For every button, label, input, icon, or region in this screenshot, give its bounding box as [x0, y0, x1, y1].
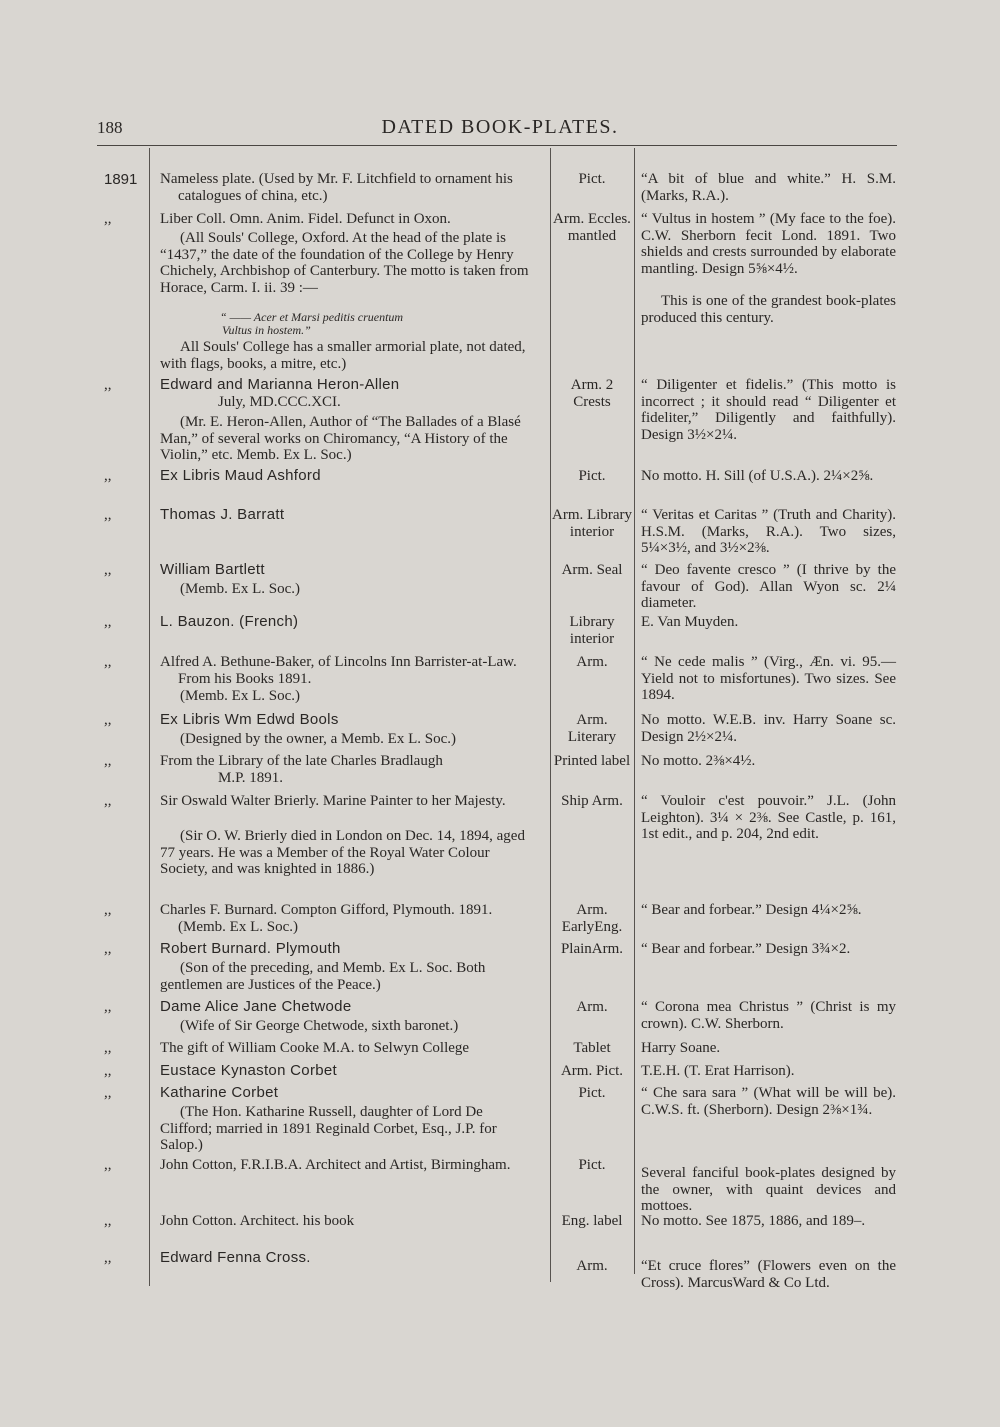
entry-description: T.E.H. (T. Erat Harrison).: [641, 1063, 795, 1079]
entry-description: “ Diligenter et fidelis.” (This motto is incorrect ; it should read “ Diligenter et fideliter,” Diligently and faithfully). Design 3½×2¼.: [641, 377, 896, 443]
entry-ditto: ,,: [104, 1250, 112, 1266]
entry-type: Ship Arm.: [561, 793, 623, 809]
entry-note: (Sir O. W. Brierly died in London on Dec. 14, 1894, aged 77 years. He was a Member of the Royal Water Colour Society, and was knighted in 1886.): [160, 828, 525, 877]
entry-type: Arm. Eccles. mantled: [553, 211, 631, 244]
entry-ditto: ,,: [104, 211, 112, 227]
entry-type: Arm.: [576, 1258, 608, 1274]
entry-ditto: ,,: [104, 562, 112, 578]
entry-name: Ex Libris Wm Edwd Bools: [160, 711, 339, 728]
entry-description: “ Bear and forbear.” Design 4¼×2⅝.: [641, 902, 862, 918]
entry-type: Arm. Library interior: [552, 507, 632, 540]
entry-note: (Designed by the owner, a Memb. Ex L. Soc.): [180, 731, 456, 747]
entry-type: Arm. EarlyEng.: [561, 902, 623, 935]
column-rule-left: [149, 148, 150, 1286]
entry-ditto: ,,: [104, 712, 112, 728]
entry-type: Arm.: [576, 654, 608, 670]
entry-description: Harry Soane.: [641, 1040, 721, 1056]
entry-ditto: ,,: [104, 1157, 112, 1173]
entry-name: Sir Oswald Walter Brierly. Marine Painter to her Majesty.: [160, 793, 506, 809]
entry-name: Dame Alice Jane Chetwode: [160, 998, 352, 1015]
entry-description: “ Ne cede malis ” (Virg., Æn. vi. 95.—Yield not to misfortunes). Two sizes. See 1894.: [641, 654, 896, 703]
column-rule-right: [634, 148, 635, 1274]
entry-note-2: All Souls' College has a smaller armorial plate, not dated, with flags, books, a mitre, etc.): [160, 339, 526, 372]
page-number: 188: [97, 118, 123, 137]
entry-name: Alfred A. Bethune-Baker, of Lincolns Inn Barrister-at-Law. From his Books 1891.: [160, 654, 517, 687]
entry-name-date: July, MD.CCC.XCI.: [218, 394, 341, 410]
entry-name-suffix: M.P. 1891.: [218, 770, 284, 786]
entry-description: “ Deo favente cresco ” (I thrive by the favour of God). Allan Wyon sc. 2¼ diameter.: [641, 562, 896, 611]
entry-description: “ Vultus in hostem ” (My face to the foe). C.W. Sherborn fecit Lond. 1891. Two shields and crests surrounded by elaborate mantling. Design 5⅝×4½.: [641, 211, 896, 277]
entry-type: Pict.: [578, 1085, 606, 1101]
entry-name: The gift of William Cooke M.A. to Selwyn College: [160, 1040, 470, 1056]
entry-ditto: ,,: [104, 1063, 112, 1079]
entry-note: (Memb. Ex L. Soc.): [180, 581, 300, 597]
entry-name: Ex Libris Maud Ashford: [160, 467, 321, 484]
entry-note: (Mr. E. Heron-Allen, Author of “The Ballades of a Blasé Man,” of several works on Chiromancy, “A History of the Violin,” etc. Memb. Ex L. Soc.): [160, 414, 521, 463]
entry-description: Several fanciful book-plates designed by the owner, with quaint devices and mottoes.: [641, 1165, 896, 1214]
entry-ditto: ,,: [104, 1085, 112, 1101]
entry-type: Printed label: [553, 753, 631, 769]
entry-description: “ Che sara sara ” (What will be will be). C.W.S. ft. (Sherborn). Design 2⅜×1¾.: [641, 1085, 896, 1118]
entry-note: (Wife of Sir George Chetwode, sixth baronet.): [180, 1018, 459, 1034]
entry-quote-line-2: Vultus in hostem.”: [222, 323, 311, 337]
entry-ditto: ,,: [104, 999, 112, 1015]
entry-ditto: ,,: [104, 507, 112, 523]
entry-year: 1891: [104, 171, 138, 188]
header-rule: [97, 145, 897, 146]
running-head: DATED BOOK-PLATES.: [381, 116, 619, 138]
entry-name: Charles F. Burnard. Compton Gifford, Plymouth. 1891. (Memb. Ex L. Soc.): [160, 902, 493, 935]
entry-name: Nameless plate. (Used by Mr. F. Litchfield to ornament his catalogues of china, etc.): [160, 171, 513, 204]
entry-name: Robert Burnard. Plymouth: [160, 940, 341, 957]
entry-note: (Son of the preceding, and Memb. Ex L. Soc. Both gentlemen are Justices of the Peace.): [160, 960, 486, 993]
entry-description: No motto. 2⅜×4½.: [641, 753, 756, 769]
entry-name: Edward and Marianna Heron-Allen: [160, 376, 400, 393]
entry-type: PlainArm.: [560, 941, 624, 957]
entry-ditto: ,,: [104, 753, 112, 769]
entry-name: L. Bauzon. (French): [160, 613, 299, 630]
entry-description: E. Van Muyden.: [641, 614, 739, 630]
entry-name: William Bartlett: [160, 561, 265, 578]
entry-type: Pict.: [578, 468, 606, 484]
entry-type: Pict.: [578, 1157, 606, 1173]
entry-name: Liber Coll. Omn. Anim. Fidel. Defunct in Oxon.: [160, 211, 451, 227]
entry-note: (The Hon. Katharine Russell, daughter of Lord De Clifford; married in 1891 Reginald Corbet, Esq., J.P. for Salop.): [160, 1104, 497, 1153]
entry-name: Katharine Corbet: [160, 1084, 279, 1101]
entry-name: John Cotton. Architect. his book: [160, 1213, 355, 1229]
entry-ditto: ,,: [104, 1040, 112, 1056]
entry-description: No motto. H. Sill (of U.S.A.). 2¼×2⅝.: [641, 468, 874, 484]
entry-ditto: ,,: [104, 793, 112, 809]
entry-ditto: ,,: [104, 902, 112, 918]
entry-description: “A bit of blue and white.” H. S.M. (Marks, R.A.).: [641, 171, 896, 204]
entry-name: Eustace Kynaston Corbet: [160, 1062, 337, 1079]
entry-name: From the Library of the late Charles Bradlaugh: [160, 753, 443, 769]
entry-description: “ Veritas et Caritas ” (Truth and Charity). H.S.M. (Marks, R.A.). Two sizes, 5¼×3½, and 3½×2⅜.: [641, 507, 896, 556]
entry-note: (All Souls' College, Oxford. At the head of the plate is “1437,” the date of the foundation of the College by Henry Chichely, Archbishop of Canterbury. The motto is taken from Horace, Carm. I. ii. 39 :—: [160, 230, 529, 296]
entry-type: Arm. 2 Crests: [570, 377, 614, 410]
entry-note: (Memb. Ex L. Soc.): [180, 688, 300, 704]
entry-type: Arm. Pict.: [560, 1063, 624, 1079]
entry-description: No motto. W.E.B. inv. Harry Soane sc. Design 2½×2¼.: [641, 712, 896, 745]
entry-type: Library interior: [569, 614, 615, 647]
entry-description: “Et cruce flores” (Flowers even on the Cross). MarcusWard & Co Ltd.: [641, 1258, 896, 1291]
entry-type: Arm.: [576, 999, 608, 1015]
entry-name: John Cotton, F.R.I.B.A. Architect and Artist, Birmingham.: [160, 1157, 511, 1173]
entry-type: Tablet: [573, 1040, 611, 1056]
entry-ditto: ,,: [104, 941, 112, 957]
entry-quote-line-1: “ —— Acer et Marsi peditis cruentum: [220, 310, 404, 324]
entry-type: Pict.: [578, 171, 606, 187]
entry-description-2: This is one of the grandest book-plates produced this century.: [641, 293, 896, 326]
entry-type: Arm. Seal: [561, 562, 623, 578]
entry-description: No motto. See 1875, 1886, and 189–.: [641, 1213, 866, 1229]
entry-ditto: ,,: [104, 614, 112, 630]
entry-ditto: ,,: [104, 1213, 112, 1229]
entry-description: “ Vouloir c'est pouvoir.” J.L. (John Leighton). 3¼ × 2⅜. See Castle, p. 161, 1st edit., and p. 204, 2nd edit.: [641, 793, 896, 842]
entry-ditto: ,,: [104, 377, 112, 393]
entry-name: Thomas J. Barratt: [160, 506, 285, 523]
entry-type: Eng. label: [561, 1213, 623, 1229]
entry-ditto: ,,: [104, 654, 112, 670]
entry-name: Edward Fenna Cross.: [160, 1249, 311, 1266]
entry-description: “ Bear and forbear.” Design 3¾×2.: [641, 941, 851, 957]
entry-description: “ Corona mea Christus ” (Christ is my crown). C.W. Sherborn.: [641, 999, 896, 1032]
entry-type: Arm. Literary: [567, 712, 617, 745]
entry-ditto: ,,: [104, 468, 112, 484]
